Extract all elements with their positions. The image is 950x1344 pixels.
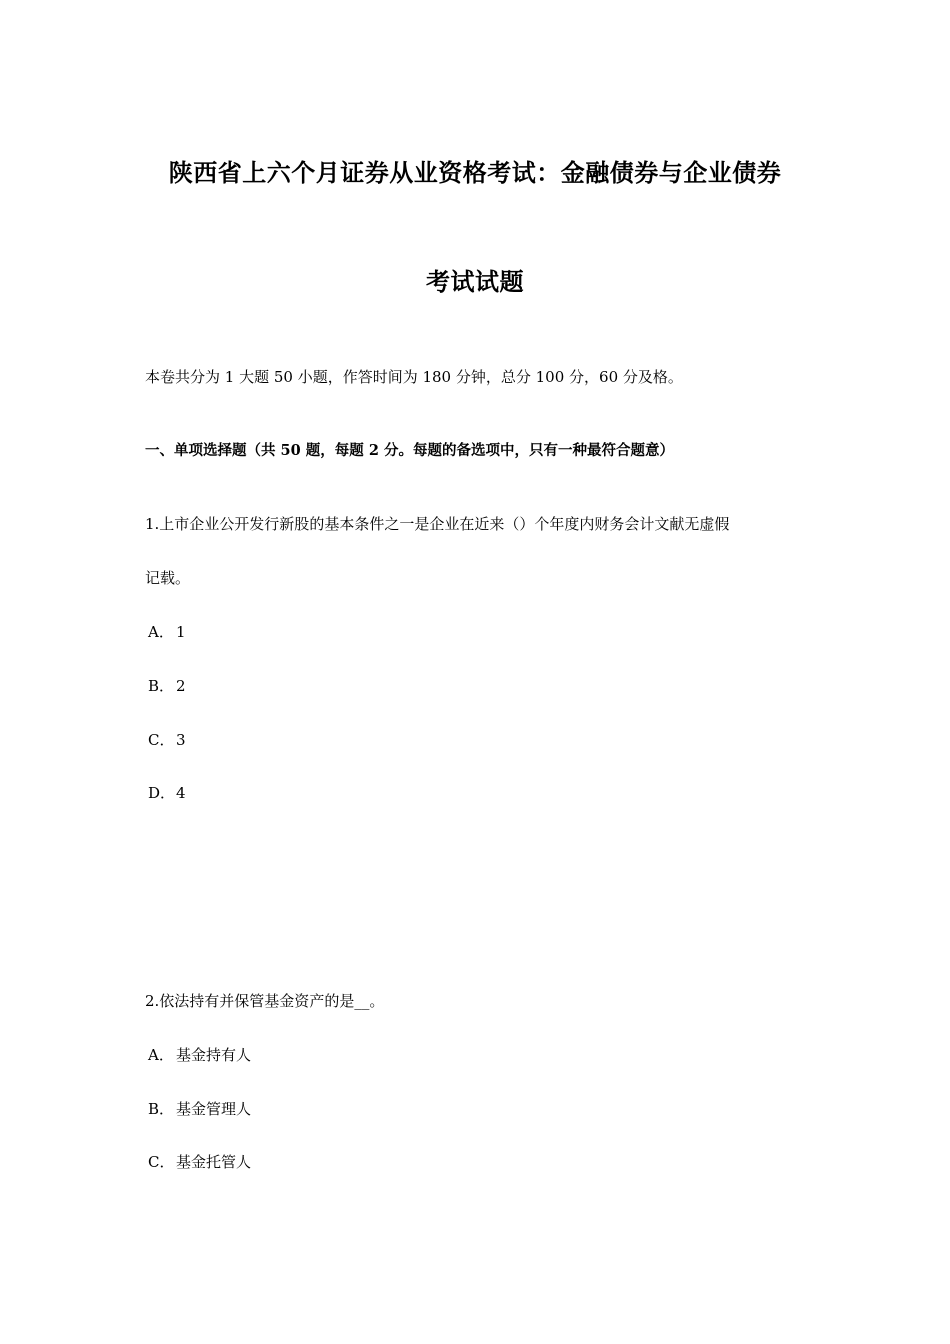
question-1-option-d (148, 783, 186, 803)
exam-intro: 本卷共分为 1 大题 50 小题，作答时间为 180 分钟，总分 100 分，60 分及格。 (145, 368, 683, 386)
question-1-option-c (148, 730, 186, 750)
option-text: 1 (176, 623, 186, 641)
section-heading: 一、单项选择题（共 50 题，每题 2 分。每题的备选项中，只有一种最符合题意） (145, 442, 674, 459)
option-text: 2 (176, 677, 186, 695)
question-2-option-c (148, 1152, 251, 1172)
document-title-line-1: 陕西省上六个月证券从业资格考试：金融债券与企业债券 (168, 158, 782, 187)
option-letter: A． (148, 623, 174, 641)
question-1-option-b (148, 676, 186, 696)
option-letter: C． (148, 1153, 175, 1171)
question-1-stem-line-1: 1.上市企业公开发行新股的基本条件之一是企业在近来（）个年度内财务会计文献无虚假 (145, 515, 730, 533)
option-letter: B． (148, 1100, 175, 1118)
option-text: 基金托管人 (176, 1153, 252, 1171)
option-text: 3 (176, 731, 186, 749)
option-text: 基金管理人 (176, 1100, 252, 1118)
question-2-stem: 2.依法持有并保管基金资产的是__。 (145, 992, 385, 1010)
option-text: 4 (176, 784, 186, 802)
option-letter: A． (148, 1046, 174, 1064)
question-1-option-a (148, 622, 186, 642)
option-text: 基金持有人 (176, 1046, 252, 1064)
question-1-stem-line-2: 记载。 (145, 569, 191, 587)
option-letter: C． (148, 731, 175, 749)
option-letter: B． (148, 677, 175, 695)
question-2-option-a (148, 1045, 251, 1065)
option-letter: D． (148, 784, 176, 802)
question-2-option-b (148, 1099, 251, 1119)
document-title-line-2: 考试试题 (426, 267, 524, 296)
